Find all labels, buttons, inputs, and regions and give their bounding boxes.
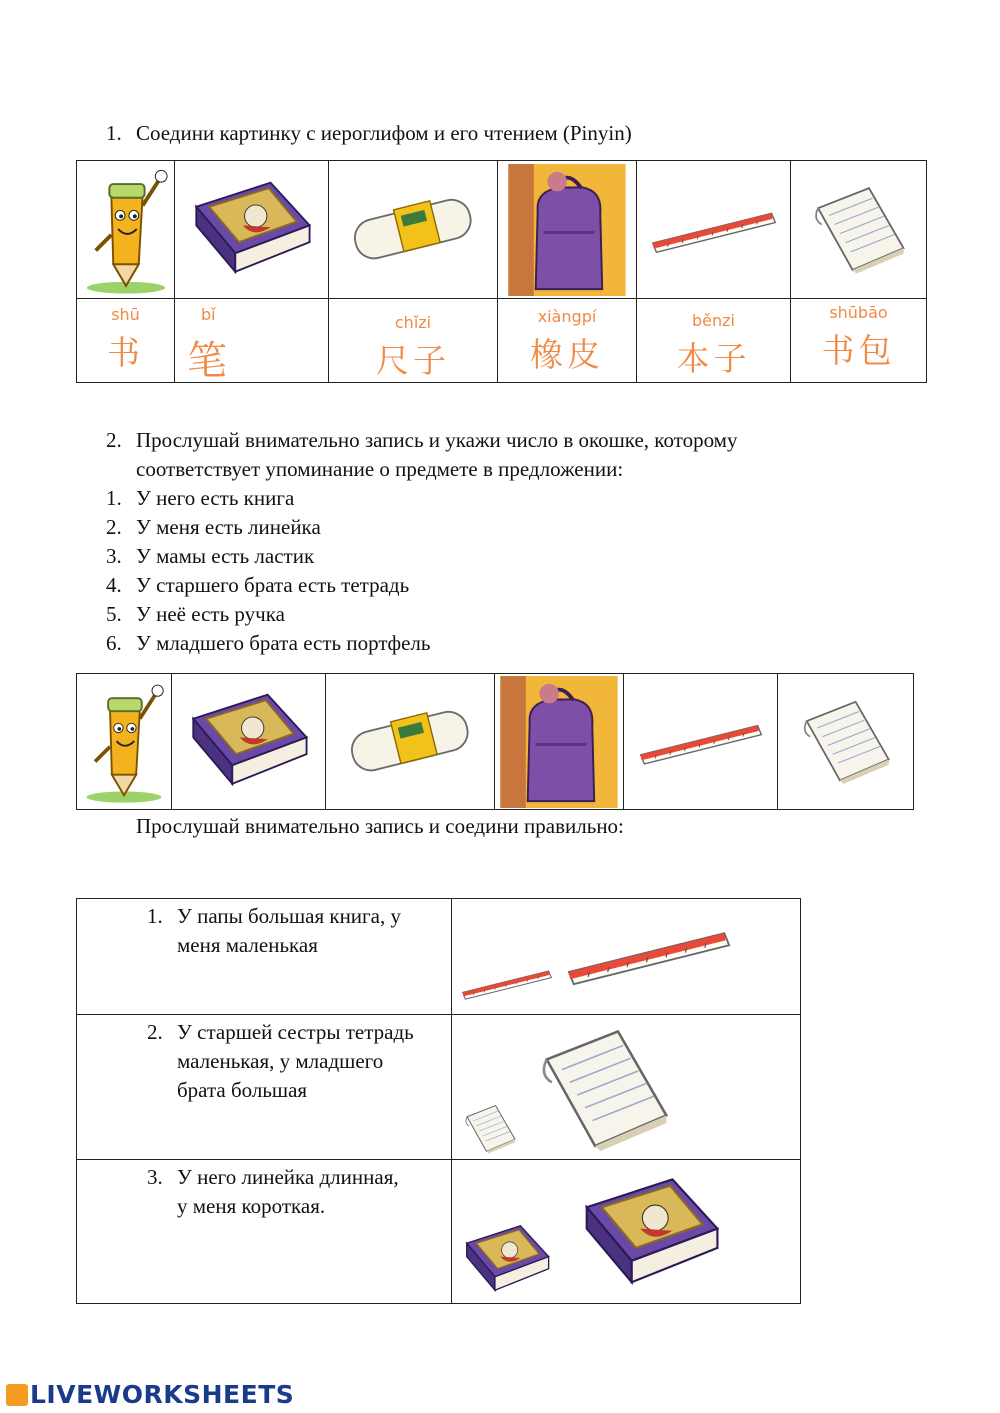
list-number: 3. [147,1165,163,1189]
answer-box[interactable] [172,674,326,810]
card-pinyin: shū [111,305,140,324]
task3-instruction: Прослушай внимательно запись и соедини правильно: [136,814,624,838]
list-item [106,542,430,571]
answer-box[interactable] [495,674,624,810]
match-sentence [77,1160,451,1221]
notebook-icon [809,184,909,276]
list-text: У меня есть линейка [136,515,321,539]
list-item [106,600,430,629]
task3-match-table [76,898,801,1304]
match-text-line: У старшей сестры тетрадь [177,1020,414,1044]
task2-number: 2. [106,428,122,452]
list-text: У младшего брата есть портфель [136,631,431,655]
match-image-cell[interactable] [452,1160,801,1304]
pencil-mascot-icon [82,166,170,294]
task2-instruction-line1: Прослушай внимательно запись и укажи число в окошке, которому [136,428,738,452]
logo-mark-icon [6,1384,28,1406]
task1-card[interactable] [329,299,498,383]
match-text-line: У него линейка длинная, [177,1165,399,1189]
card-hanzi: 书 [107,333,144,372]
list-item [106,571,430,600]
card-pinyin: chǐzi [394,313,432,332]
sentence-list [106,484,430,658]
task1-image-cell [498,161,637,299]
card-hanzi: 橡皮 [530,335,604,374]
match-text-line: У папы большая книга, у [177,904,401,928]
list-number: 2. [106,515,122,539]
task1-heading [106,119,632,148]
task1-image-cell [329,161,498,299]
task2-image-table [76,673,914,810]
card-pinyin: bǐ [201,305,216,324]
book-icon [187,178,317,282]
small-book-icon [460,1222,554,1298]
card-pinyin: xiàngpí [537,307,597,326]
list-text: У него есть книга [136,486,295,510]
small-notebook-icon [462,1103,518,1155]
match-text-line: брата большая [177,1078,308,1102]
task1-image-cell [77,161,175,299]
match-sentence-cell[interactable] [77,1015,452,1160]
match-sentence-cell[interactable] [77,899,452,1015]
answer-box[interactable] [778,674,914,810]
schoolbag-icon [500,676,618,808]
task2-heading [106,426,737,455]
list-number: 2. [147,1020,163,1044]
list-text: У старшего брата есть тетрадь [136,573,410,597]
task1-image-cell [175,161,329,299]
eraser-icon [343,192,483,268]
list-number: 3. [106,544,122,568]
large-notebook-icon [534,1025,674,1155]
match-image-cell[interactable] [452,899,801,1015]
card-hanzi: 书包 [821,331,896,370]
pencil-mascot-icon [82,680,166,804]
task1-card[interactable] [791,299,927,383]
task1-card[interactable] [498,299,637,383]
match-sentence [77,1015,451,1105]
list-item [106,629,430,658]
task1-card[interactable] [175,299,329,383]
match-image-cell[interactable] [452,1015,801,1160]
answer-box[interactable] [326,674,495,810]
liveworksheets-logo[interactable] [6,1380,294,1409]
match-text-line: маленькая, у младшего [177,1049,384,1073]
list-text: У мамы есть ластик [136,544,315,568]
match-text-line: у меня короткая. [177,1194,326,1218]
task1-image-cell [637,161,791,299]
eraser-icon [340,704,480,780]
card-hanzi: 笔 [187,338,231,384]
list-item [106,484,430,513]
schoolbag-icon [508,164,626,296]
ruler-icon [637,714,765,770]
task1-number: 1. [106,121,122,145]
list-number: 5. [106,602,122,626]
match-sentence [77,899,451,960]
task1-card[interactable] [77,299,175,383]
list-number: 1. [106,486,122,510]
task1-image-cell [791,161,927,299]
task2-instruction-line2: соответствует упоминание о предмете в предложении: [136,457,624,481]
logo-text: LIVEWORKSHEETS [30,1380,295,1409]
large-book-icon [576,1174,726,1294]
card-pinyin: běnzi [692,311,735,330]
list-number: 1. [147,904,163,928]
list-text: У неё есть ручка [136,602,285,626]
notebook-icon [798,698,894,786]
match-sentence-cell[interactable] [77,1160,452,1304]
match-text-line: меня маленькая [177,933,318,957]
card-hanzi: 本子 [676,339,751,378]
book-icon [184,690,314,794]
ruler-icon [649,202,779,258]
card-hanzi: 尺子 [376,341,450,380]
list-item [106,513,430,542]
task1-instruction: Соедини картинку с иероглифом и его чтением (Pinyin) [136,121,632,145]
answer-box[interactable] [624,674,778,810]
card-pinyin: shūbāo [829,303,888,322]
task1-table [76,160,927,383]
task1-card[interactable] [637,299,791,383]
list-number: 4. [106,573,122,597]
list-number: 6. [106,631,122,655]
short-ruler-icon [460,961,554,1005]
answer-box[interactable] [77,674,172,810]
long-ruler-icon [564,915,734,995]
